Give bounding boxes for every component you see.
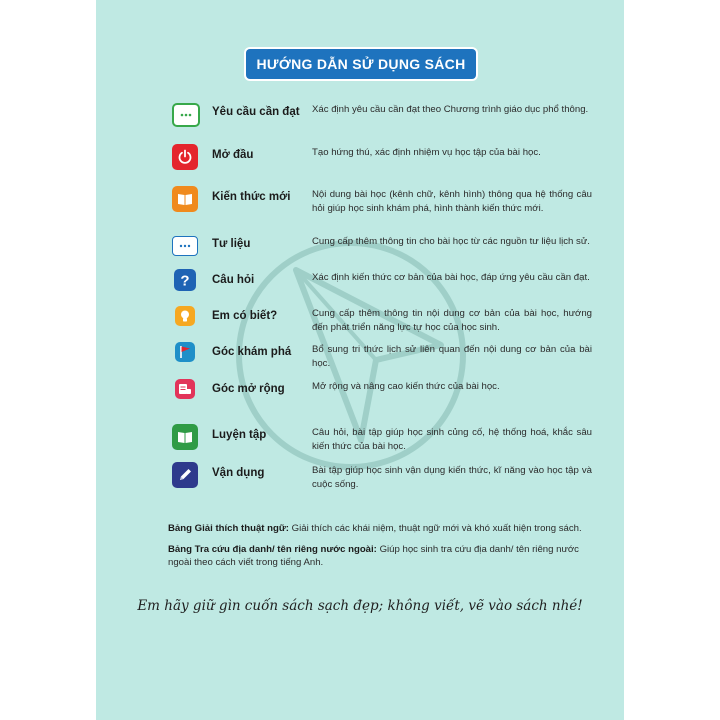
item-description: Xác định kiến thức cơ bản của bài học, đáp ứng yêu cầu cần đạt. xyxy=(312,272,590,283)
requirement-icon xyxy=(172,103,200,127)
item-label: Câu hỏi xyxy=(212,274,255,286)
item-description: Nội dung bài học (kênh chữ, kênh hình) thông qua hệ thống câu hỏi giúp học sinh khám phá, hình thành kiến thức mới. xyxy=(312,189,592,214)
item-label: Kiến thức mới xyxy=(212,191,291,203)
item-label: Góc mở rộng xyxy=(212,383,285,395)
item-label: Tư liệu xyxy=(212,238,251,250)
page-title: HƯỚNG DẪN SỬ DỤNG SÁCH xyxy=(246,49,476,79)
item-label: Em có biết? xyxy=(212,310,278,322)
pen-icon xyxy=(172,462,198,488)
page xyxy=(96,0,624,720)
glossary-text: Giải thích các khái niệm, thuật ngữ mới và khó xuất hiện trong sách. xyxy=(291,523,582,534)
names-note xyxy=(168,543,588,569)
svg-text:?: ? xyxy=(180,272,190,289)
document-icon xyxy=(172,236,198,256)
practice-book-icon xyxy=(172,424,198,450)
glossary-note xyxy=(168,522,588,535)
power-icon xyxy=(172,144,198,170)
notes-section xyxy=(168,522,588,577)
item-description: Câu hỏi, bài tập giúp học sinh củng cố, hệ thống hoá, khắc sâu kiến thức của bài học. xyxy=(312,427,592,452)
item-description: Mở rộng và nâng cao kiến thức của bài học. xyxy=(312,381,500,392)
item-description: Cung cấp thêm thông tin nội dung cơ bản của bài học, hướng đến phát triển năng lực tự học của học sinh. xyxy=(312,308,592,333)
flag-icon xyxy=(175,342,195,362)
names-label: Bảng Tra cứu địa danh/ tên riêng nước ngoài: xyxy=(168,544,377,555)
item-label: Góc khám phá xyxy=(212,346,292,358)
item-label: Mở đầu xyxy=(212,149,254,161)
item-description: Tạo hứng thú, xác định nhiệm vụ học tập của bài học. xyxy=(312,147,541,158)
open-book-icon xyxy=(172,186,198,212)
item-label: Luyện tập xyxy=(212,429,267,441)
item-description: Bổ sung tri thức lịch sử liên quan đến nội dung cơ bản của bài học. xyxy=(312,344,592,369)
item-description: Bài tập giúp học sinh vận dụng kiến thức, kĩ năng vào học tập và cuộc sống. xyxy=(312,465,592,490)
reading-icon xyxy=(175,379,195,399)
question-icon xyxy=(174,269,196,291)
item-label: Yêu cầu cần đạt xyxy=(212,106,300,118)
item-description: Cung cấp thêm thông tin cho bài học từ các nguồn tư liệu lịch sử. xyxy=(312,236,590,247)
item-description: Xác định yêu cầu cần đạt theo Chương trình giáo dục phổ thông. xyxy=(312,104,589,115)
motto: Em hãy giữ gìn cuốn sách sạch đẹp; không viết, vẽ vào sách nhé! xyxy=(137,598,583,614)
item-label: Vận dụng xyxy=(212,467,265,479)
glossary-label: Bảng Giải thích thuật ngữ: xyxy=(168,523,289,534)
names-text: Giúp học sinh tra cứu địa danh/ tên riêng nước ngoài theo cách viết trong tiếng Anh. xyxy=(168,544,579,568)
lightbulb-icon xyxy=(175,306,195,326)
